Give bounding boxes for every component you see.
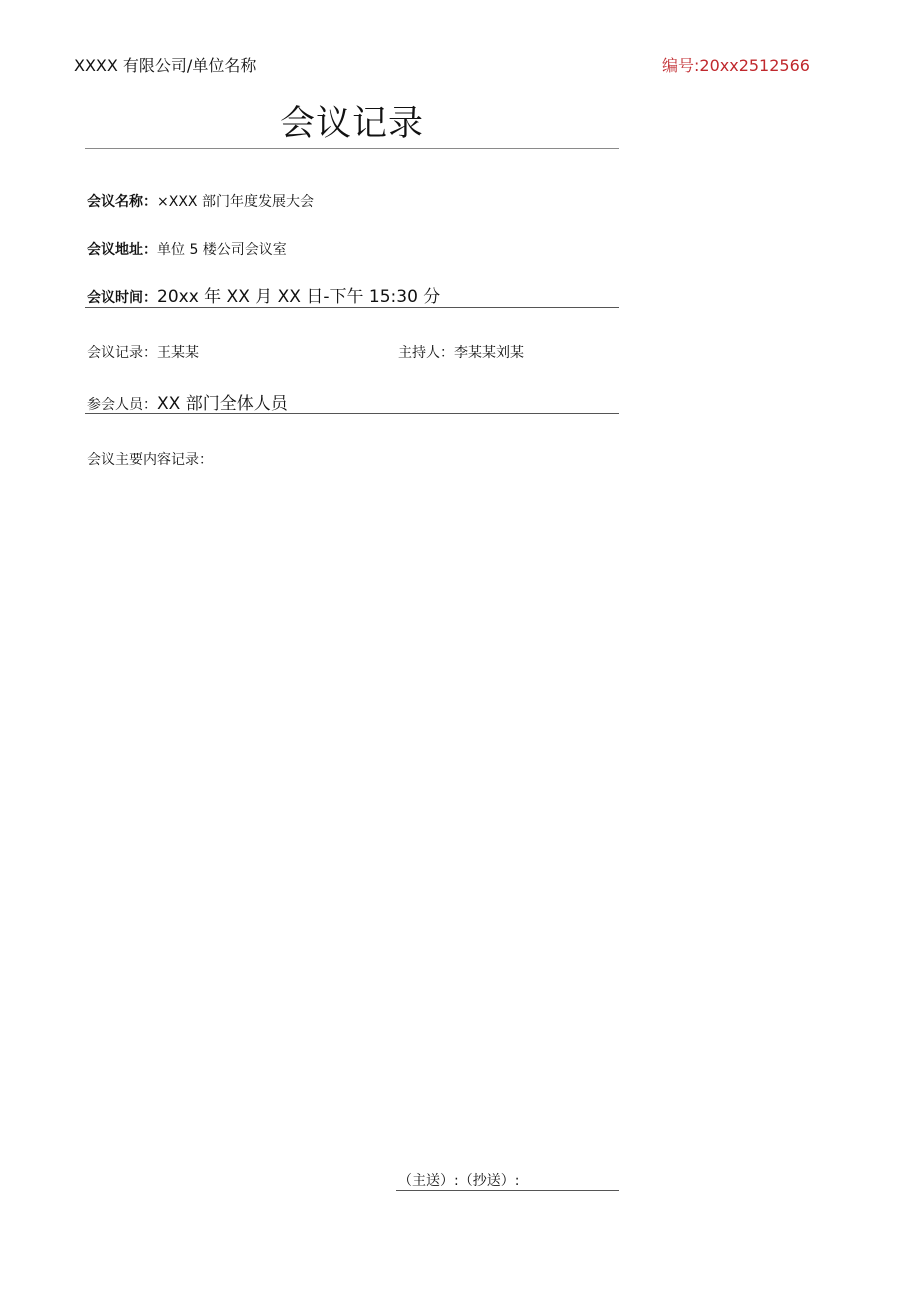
company-name: XXXX 有限公司/单位名称 — [74, 56, 257, 75]
meeting-name-row — [87, 192, 314, 212]
distribution-underline — [396, 1190, 619, 1191]
attendees-label: 参会人员： — [87, 397, 157, 413]
meeting-time-value: 20xx 年 XX 月 XX 日-下午 15:30 分 — [157, 287, 441, 307]
distribution-line: （主送）:（抄送）: — [398, 1173, 520, 1189]
recorder-value: 王某某 — [157, 345, 199, 361]
attendees-row — [87, 394, 288, 415]
meeting-name-label: 会议名称： — [87, 194, 157, 210]
host-row — [398, 343, 524, 363]
time-underline — [85, 307, 619, 308]
host-label: 主持人： — [398, 345, 454, 361]
meeting-address-row — [87, 240, 287, 260]
title-underline — [85, 148, 619, 149]
meeting-time-row — [87, 287, 440, 308]
host-value: 李某某刘某 — [454, 345, 524, 361]
document-number: 编号:20xx2512566 — [662, 56, 810, 75]
main-content-label: 会议主要内容记录： — [87, 452, 213, 468]
attendees-underline — [85, 413, 619, 414]
page-title: 会议记录 — [280, 104, 425, 144]
recorder-label: 会议记录： — [87, 345, 157, 361]
recorder-row — [87, 343, 199, 363]
meeting-time-label: 会议时间： — [87, 290, 157, 306]
meeting-address-label: 会议地址： — [87, 242, 157, 258]
meeting-name-value: ×XXX 部门年度发展大会 — [157, 194, 314, 210]
meeting-address-value: 单位 5 楼公司会议室 — [157, 242, 287, 258]
attendees-value: XX 部门全体人员 — [157, 394, 288, 414]
